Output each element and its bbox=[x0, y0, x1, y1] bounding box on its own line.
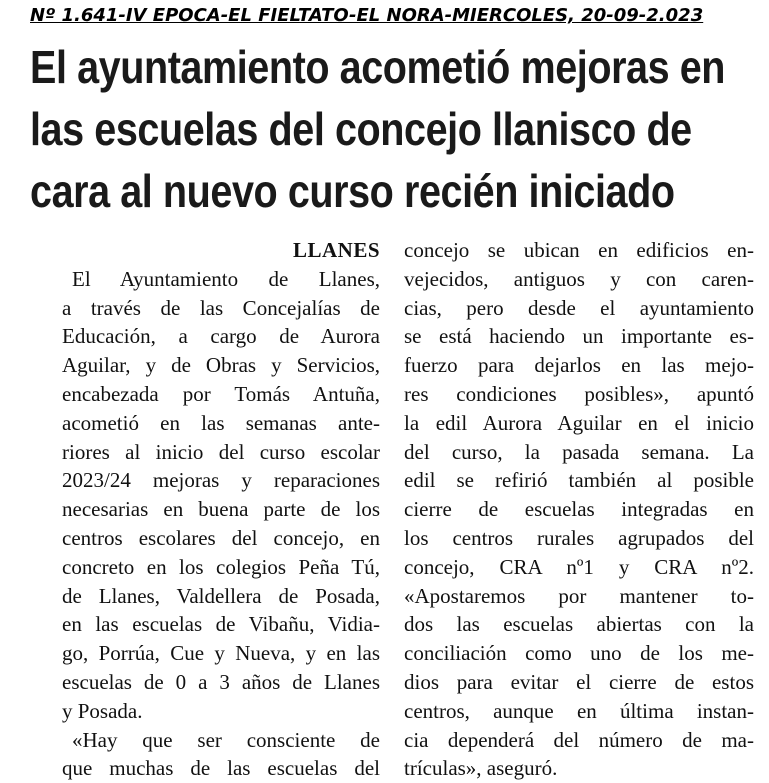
text-line: res condiciones posibles», apuntó bbox=[404, 381, 754, 406]
dateline: LLANES bbox=[292, 238, 380, 262]
text-line: riores al inicio del curso escolar bbox=[62, 439, 380, 464]
text-line: se está haciendo un importante es- bbox=[404, 324, 754, 349]
text-line: escuelas de 0 a 3 años de Llanes bbox=[62, 669, 380, 694]
text-line: El Ayuntamiento de Llanes, bbox=[72, 266, 380, 291]
text-line: del curso, la pasada semana. La bbox=[404, 439, 754, 464]
text-line: de Llanes, Valdellera de Posada, bbox=[62, 583, 380, 608]
text-line: conciliación como uno de los me- bbox=[404, 641, 754, 666]
article-column-left bbox=[62, 236, 380, 783]
text-line: cierre de escuelas integradas en bbox=[404, 497, 754, 522]
text-line: «Apostaremos por mantener to- bbox=[404, 583, 754, 608]
text-line: centros escolares del concejo, en bbox=[62, 525, 380, 550]
text-line: 2023/24 mejoras y reparaciones bbox=[62, 468, 380, 493]
text-line: «Hay que ser consciente de bbox=[72, 727, 380, 752]
headline-line: El ayuntamiento acometió mejoras en bbox=[30, 41, 726, 93]
text-line: encabezada por Tomás Antuña, bbox=[62, 381, 380, 406]
text-line: necesarias en buena parte de los bbox=[62, 497, 380, 522]
text-line: centros, aunque en última instan- bbox=[404, 698, 754, 723]
text-line: concejo se ubican en edificios en- bbox=[404, 238, 754, 262]
text-line: Educación, a cargo de Aurora bbox=[62, 324, 380, 349]
text-line: dios para evitar el cierre de estos bbox=[404, 669, 754, 694]
headline-line: las escuelas del concejo llanisco de bbox=[30, 103, 692, 155]
text-line: edil se refirió también al posible bbox=[404, 468, 754, 493]
text-line: vejecidos, antiguos y con caren- bbox=[404, 266, 754, 291]
text-line: fuerzo para dejarlos en las mejo- bbox=[404, 353, 754, 378]
text-line: que muchas de las escuelas del bbox=[62, 756, 380, 781]
text-line: go, Porrúa, Cue y Nueva, y en las bbox=[62, 641, 380, 666]
text-line: Aguilar, y de Obras y Servicios, bbox=[62, 353, 380, 378]
text-line: concreto en los colegios Peña Tú, bbox=[62, 554, 380, 579]
text-line: los centros rurales agrupados del bbox=[404, 525, 754, 550]
article-column-right bbox=[404, 236, 754, 783]
masthead: Nº 1.641-IV EPOCA-EL FIELTATO-EL NORA-MIERCOLES, 20-09-2.023 bbox=[30, 5, 704, 26]
text-line: la edil Aurora Aguilar en el inicio bbox=[404, 410, 754, 435]
text-line: dos las escuelas abiertas con la bbox=[404, 612, 754, 637]
text-line: acometió en las semanas ante- bbox=[62, 410, 380, 435]
text-line: cia dependerá del número de ma- bbox=[404, 727, 754, 752]
text-line: cias, pero desde el ayuntamiento bbox=[404, 295, 754, 320]
text-line: en las escuelas de Vibañu, Vidia- bbox=[62, 612, 380, 637]
headline-line: cara al nuevo curso recién iniciado bbox=[30, 165, 675, 217]
text-line: concejo, CRA nº1 y CRA nº2. bbox=[404, 554, 754, 579]
text-line: trículas», aseguró. bbox=[404, 756, 558, 781]
text-line: y Posada. bbox=[62, 698, 143, 723]
text-line: a través de las Concejalías de bbox=[62, 295, 380, 320]
headline bbox=[30, 36, 750, 222]
